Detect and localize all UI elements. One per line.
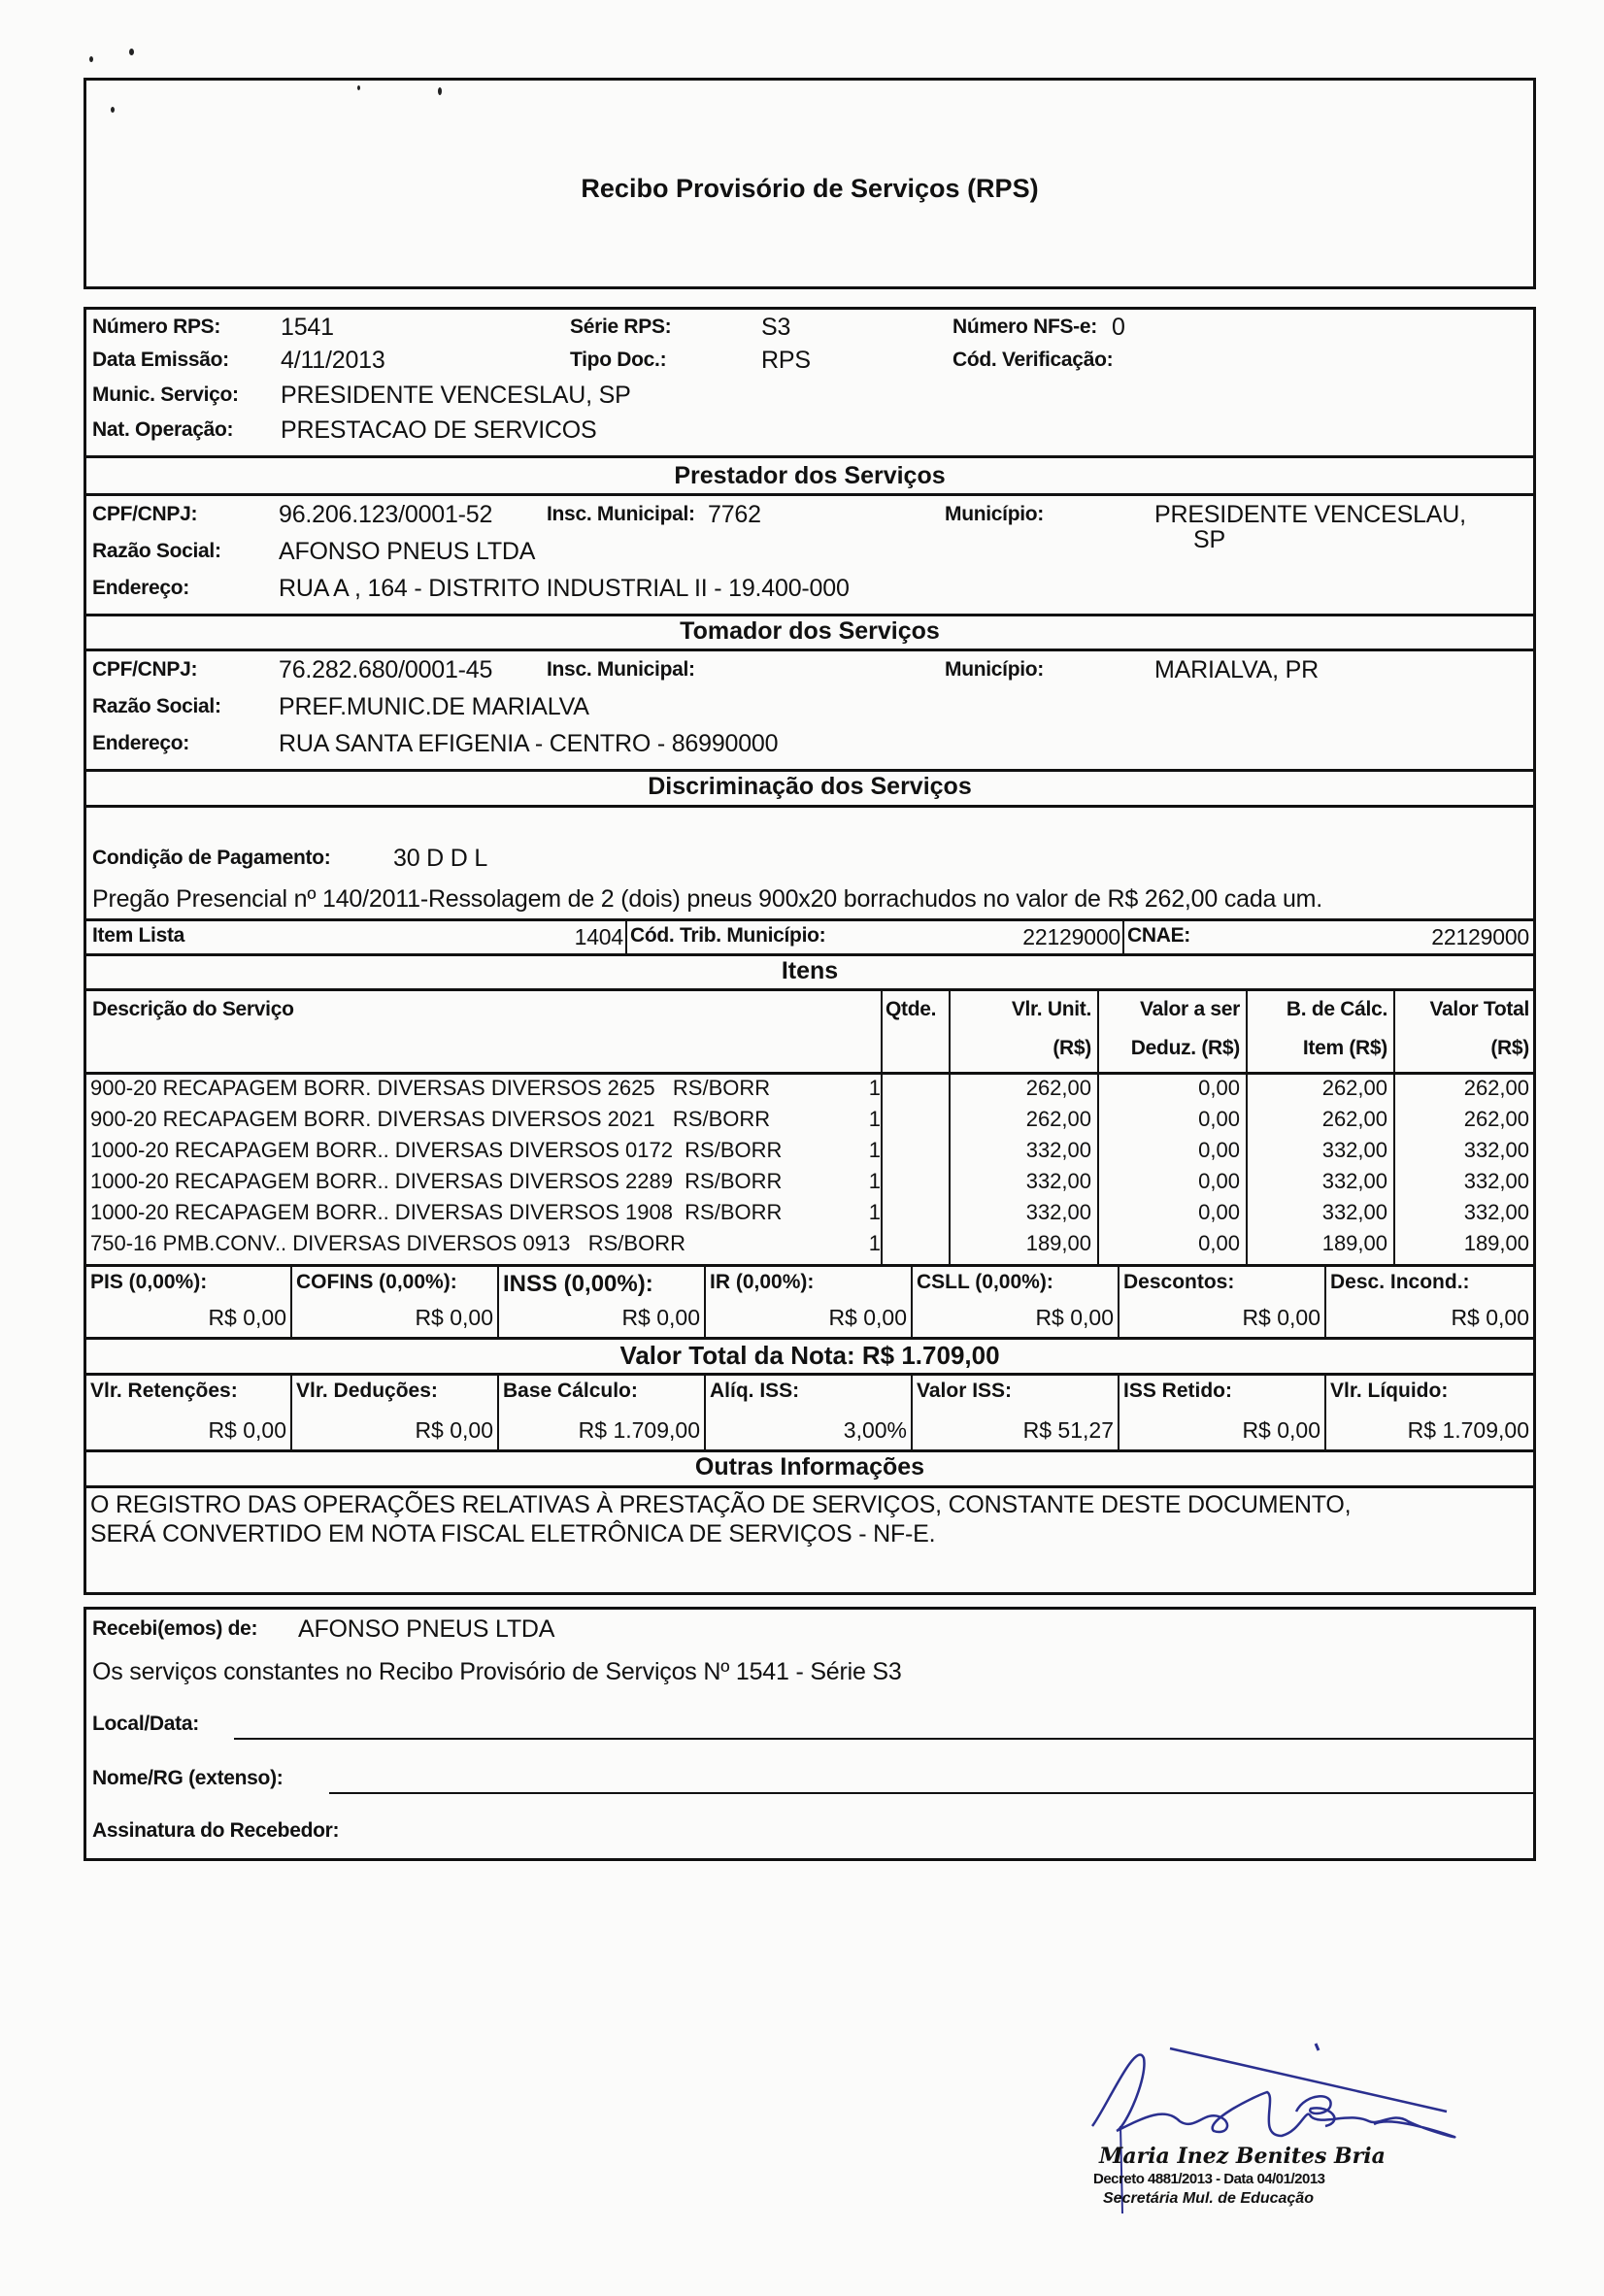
item-vlr-unit: 262,00 bbox=[1025, 1107, 1091, 1131]
prestador-razao-label: Razão Social: bbox=[92, 540, 221, 562]
munic-servico-label: Munic. Serviço: bbox=[92, 383, 239, 406]
col-base: B. de Cálc. bbox=[1286, 998, 1387, 1020]
item-base: 332,00 bbox=[1321, 1200, 1387, 1224]
table-row bbox=[86, 1105, 1533, 1136]
col-total: Valor Total bbox=[1429, 998, 1529, 1020]
item-descricao: 750-16 PMB.CONV.. DIVERSAS DIVERSOS 0913 RS/BORR bbox=[90, 1231, 685, 1255]
divider bbox=[881, 988, 883, 1072]
col-deduz-unit: Deduz. (R$) bbox=[1130, 1037, 1240, 1059]
prestador-razao-value: AFONSO PNEUS LTDA bbox=[279, 538, 536, 565]
col-descricao: Descrição do Serviço bbox=[92, 998, 294, 1020]
item-vlr-unit: 189,00 bbox=[1025, 1231, 1091, 1255]
item-base: 332,00 bbox=[1321, 1169, 1387, 1193]
tax-value: R$ 0,00 bbox=[828, 1305, 907, 1330]
tax-descontos bbox=[1119, 1267, 1326, 1337]
numero-rps-value: 1541 bbox=[281, 314, 334, 341]
item-lista-label: Item Lista bbox=[92, 924, 185, 947]
tax-desc-incond bbox=[1326, 1267, 1533, 1337]
rps-info-section bbox=[84, 307, 1536, 458]
item-deduz: 0,00 bbox=[1198, 1231, 1240, 1255]
tax-value: R$ 1.709,00 bbox=[1407, 1417, 1529, 1443]
tax-label: Descontos: bbox=[1123, 1271, 1235, 1293]
tomador-cnpj-value: 76.282.680/0001-45 bbox=[279, 656, 493, 683]
discriminacao-texto: Pregão Presencial nº 140/2011-Ressolagem de 2 (dois) pneus 900x20 borrachudos no valor de R$ 262,00 cada um. bbox=[92, 885, 1323, 913]
tax-label: Desc. Incond.: bbox=[1330, 1271, 1470, 1293]
tax-value: R$ 0,00 bbox=[415, 1417, 493, 1443]
main-invoice-body bbox=[84, 455, 1536, 1595]
tax-ir bbox=[706, 1267, 913, 1337]
tax-value: 3,00% bbox=[843, 1417, 907, 1443]
tomador-endereco-label: Endereço: bbox=[92, 732, 189, 754]
data-emissao-value: 4/11/2013 bbox=[281, 347, 385, 374]
tipo-doc-label: Tipo Doc.: bbox=[570, 349, 667, 371]
item-descricao: 1000-20 RECAPAGEM BORR.. DIVERSAS DIVERSOS 2289 RS/BORR bbox=[90, 1169, 783, 1193]
item-qtde: 1 bbox=[868, 1200, 881, 1224]
item-descricao: 1000-20 RECAPAGEM BORR.. DIVERSAS DIVERSOS 0172 RS/BORR bbox=[90, 1138, 783, 1162]
tax-value: R$ 0,00 bbox=[621, 1305, 700, 1330]
divider bbox=[625, 918, 627, 953]
item-qtde: 1 bbox=[868, 1138, 881, 1162]
prestador-municipio-value: PRESIDENTE VENCESLAU, bbox=[1154, 501, 1466, 528]
item-total: 332,00 bbox=[1463, 1169, 1529, 1193]
tax-label: INSS (0,00%): bbox=[503, 1271, 653, 1297]
divider bbox=[1246, 988, 1248, 1072]
prestador-cnpj-value: 96.206.123/0001-52 bbox=[279, 501, 493, 528]
item-total: 332,00 bbox=[1463, 1200, 1529, 1224]
cod-trib-label: Cód. Trib. Município: bbox=[630, 924, 826, 947]
stamp-cargo: Secretária Mul. de Educação bbox=[1103, 2190, 1314, 2207]
col-total-unit: (R$) bbox=[1490, 1037, 1529, 1059]
divider bbox=[86, 953, 1533, 956]
cnae-label: CNAE: bbox=[1127, 924, 1190, 947]
discriminacao-title: Discriminação dos Serviços bbox=[648, 773, 972, 800]
recibo-section bbox=[84, 1607, 1536, 1861]
tipo-doc-value: RPS bbox=[761, 347, 811, 374]
assinatura-label: Assinatura do Recebedor: bbox=[92, 1819, 340, 1842]
divider bbox=[86, 1337, 1533, 1340]
vlr-liquido bbox=[1326, 1376, 1533, 1449]
divider bbox=[86, 805, 1533, 808]
stamp-name: Maria Inez Benites Bria bbox=[1099, 2144, 1386, 2169]
munic-servico-value: PRESIDENTE VENCESLAU, SP bbox=[281, 382, 631, 409]
outras-informacoes-line2: SERÁ CONVERTIDO EM NOTA FISCAL ELETRÔNICA DE SERVIÇOS - NF-E. bbox=[90, 1520, 936, 1547]
item-descricao: 1000-20 RECAPAGEM BORR.. DIVERSAS DIVERSOS 1908 RS/BORR bbox=[90, 1200, 783, 1224]
divider bbox=[86, 649, 1533, 651]
tax-label: Alíq. ISS: bbox=[710, 1380, 800, 1402]
items-table-header bbox=[86, 988, 1533, 1072]
divider bbox=[1097, 988, 1099, 1072]
tax-label: IR (0,00%): bbox=[710, 1271, 815, 1293]
tomador-razao-label: Razão Social: bbox=[92, 695, 221, 717]
divider bbox=[1122, 918, 1124, 953]
divider bbox=[86, 1485, 1533, 1488]
tax-label: Valor ISS: bbox=[917, 1380, 1013, 1402]
item-total: 189,00 bbox=[1463, 1231, 1529, 1255]
item-vlr-unit: 332,00 bbox=[1025, 1138, 1091, 1162]
outras-informacoes-title: Outras Informações bbox=[694, 1453, 925, 1481]
local-data-field[interactable] bbox=[234, 1738, 1533, 1740]
document-header bbox=[84, 78, 1536, 289]
nome-rg-field[interactable] bbox=[329, 1792, 1533, 1794]
prestador-insc-value: 7762 bbox=[708, 501, 761, 528]
divider bbox=[86, 1449, 1533, 1452]
table-row bbox=[86, 1198, 1533, 1229]
tax-label: CSLL (0,00%): bbox=[917, 1271, 1053, 1293]
item-total: 262,00 bbox=[1463, 1076, 1529, 1100]
handwritten-signature-icon bbox=[1058, 2000, 1495, 2146]
nat-operacao-value: PRESTACAO DE SERVICOS bbox=[281, 416, 597, 444]
signature-stamp bbox=[1058, 2000, 1495, 2223]
item-vlr-unit: 332,00 bbox=[1025, 1200, 1091, 1224]
valor-iss bbox=[913, 1376, 1119, 1449]
item-vlr-unit: 332,00 bbox=[1025, 1169, 1091, 1193]
tax-value: R$ 0,00 bbox=[208, 1305, 286, 1330]
tributos-row bbox=[86, 1267, 1533, 1337]
prestador-title: Prestador dos Serviços bbox=[674, 462, 946, 489]
tax-value: R$ 0,00 bbox=[1242, 1417, 1320, 1443]
item-descricao: 900-20 RECAPAGEM BORR. DIVERSAS DIVERSOS 2021 RS/BORR bbox=[90, 1107, 771, 1131]
col-vlr-unit: Vlr. Unit. bbox=[1011, 998, 1091, 1020]
tax-csll bbox=[913, 1267, 1119, 1337]
tax-label: ISS Retido: bbox=[1123, 1380, 1233, 1402]
tax-pis bbox=[86, 1267, 292, 1337]
condicao-pagamento-value: 30 D D L bbox=[393, 845, 488, 872]
items-table-body bbox=[86, 1074, 1533, 1264]
nat-operacao-label: Nat. Operação: bbox=[92, 418, 234, 441]
tax-value: R$ 0,00 bbox=[1035, 1305, 1114, 1330]
tax-value: R$ 1.709,00 bbox=[578, 1417, 700, 1443]
item-base: 262,00 bbox=[1321, 1076, 1387, 1100]
aliq-iss bbox=[706, 1376, 913, 1449]
tax-value: R$ 0,00 bbox=[415, 1305, 493, 1330]
item-total: 332,00 bbox=[1463, 1138, 1529, 1162]
data-emissao-label: Data Emissão: bbox=[92, 349, 229, 371]
item-descricao: 900-20 RECAPAGEM BORR. DIVERSAS DIVERSOS 2625 RS/BORR bbox=[90, 1076, 771, 1100]
col-base-unit: Item (R$) bbox=[1302, 1037, 1387, 1059]
serie-rps-label: Série RPS: bbox=[570, 316, 672, 338]
item-deduz: 0,00 bbox=[1198, 1200, 1240, 1224]
tax-label: PIS (0,00%): bbox=[90, 1271, 208, 1293]
tax-label: Vlr. Retenções: bbox=[90, 1380, 238, 1402]
numero-rps-label: Número RPS: bbox=[92, 316, 221, 338]
valor-total-nota: Valor Total da Nota: R$ 1.709,00 bbox=[619, 1341, 1000, 1370]
col-vlr-unit-unit: (R$) bbox=[1053, 1037, 1091, 1059]
itens-title: Itens bbox=[781, 957, 839, 984]
vlr-retencoes bbox=[86, 1376, 292, 1449]
col-qtde: Qtde. bbox=[886, 998, 937, 1020]
item-lista-value: 1404 bbox=[574, 924, 623, 949]
cod-trib-value: 22129000 bbox=[1022, 924, 1120, 949]
divider bbox=[1393, 988, 1395, 1072]
item-qtde: 1 bbox=[868, 1169, 881, 1193]
item-qtde: 1 bbox=[868, 1076, 881, 1100]
divider bbox=[86, 493, 1533, 496]
recebi-label: Recebi(emos) de: bbox=[92, 1617, 258, 1640]
stamp-decreto: Decreto 4881/2013 - Data 04/01/2013 bbox=[1093, 2171, 1325, 2187]
tomador-razao-value: PREF.MUNIC.DE MARIALVA bbox=[279, 693, 589, 720]
tax-value: R$ 51,27 bbox=[1022, 1417, 1114, 1443]
prestador-municipio-overflow: SP bbox=[1193, 526, 1225, 553]
item-deduz: 0,00 bbox=[1198, 1138, 1240, 1162]
table-row bbox=[86, 1136, 1533, 1167]
scan-speck bbox=[129, 49, 134, 55]
item-base: 262,00 bbox=[1321, 1107, 1387, 1131]
numero-nfse-label: Número NFS-e: bbox=[952, 316, 1097, 338]
item-deduz: 0,00 bbox=[1198, 1169, 1240, 1193]
item-base: 332,00 bbox=[1321, 1138, 1387, 1162]
iss-retido bbox=[1119, 1376, 1326, 1449]
condicao-pagamento-label: Condição de Pagamento: bbox=[92, 847, 331, 869]
divider bbox=[949, 988, 951, 1072]
table-row bbox=[86, 1229, 1533, 1260]
item-deduz: 0,00 bbox=[1198, 1076, 1240, 1100]
cod-verificacao-label: Cód. Verificação: bbox=[952, 349, 1114, 371]
tax-cofins bbox=[292, 1267, 499, 1337]
item-qtde: 1 bbox=[868, 1231, 881, 1255]
tax-inss bbox=[499, 1267, 706, 1337]
table-row bbox=[86, 1167, 1533, 1198]
item-total: 262,00 bbox=[1463, 1107, 1529, 1131]
cnae-value: 22129000 bbox=[1431, 924, 1529, 949]
item-vlr-unit: 262,00 bbox=[1025, 1076, 1091, 1100]
serie-rps-value: S3 bbox=[761, 314, 791, 341]
nome-rg-label: Nome/RG (extenso): bbox=[92, 1767, 284, 1789]
item-qtde: 1 bbox=[868, 1107, 881, 1131]
prestador-municipio-label: Município: bbox=[945, 503, 1044, 525]
tomador-insc-label: Insc. Municipal: bbox=[547, 658, 695, 681]
tax-label: Vlr. Líquido: bbox=[1330, 1380, 1449, 1402]
tax-label: Vlr. Deduções: bbox=[296, 1380, 438, 1402]
local-data-label: Local/Data: bbox=[92, 1713, 199, 1735]
prestador-cnpj-label: CPF/CNPJ: bbox=[92, 503, 198, 525]
tomador-endereco-value: RUA SANTA EFIGENIA - CENTRO - 86990000 bbox=[279, 730, 779, 757]
document-title: Recibo Provisório de Serviços (RPS) bbox=[581, 174, 1039, 203]
prestador-endereco-value: RUA A , 164 - DISTRITO INDUSTRIAL II - 19.400-000 bbox=[279, 575, 850, 602]
col-deduz: Valor a ser bbox=[1140, 998, 1240, 1020]
numero-nfse-value: 0 bbox=[1112, 314, 1125, 341]
recebi-value: AFONSO PNEUS LTDA bbox=[298, 1615, 555, 1643]
retencoes-row bbox=[86, 1376, 1533, 1449]
codigos-row bbox=[86, 918, 1533, 953]
recibo-texto: Os serviços constantes no Recibo Provisório de Serviços Nº 1541 - Série S3 bbox=[92, 1658, 902, 1685]
tax-value: R$ 0,00 bbox=[1451, 1305, 1529, 1330]
tax-value: R$ 0,00 bbox=[1242, 1305, 1320, 1330]
outras-informacoes-line1: O REGISTRO DAS OPERAÇÕES RELATIVAS À PRESTAÇÃO DE SERVIÇOS, CONSTANTE DESTE DOCUMENTO, bbox=[90, 1491, 1352, 1518]
tax-label: COFINS (0,00%): bbox=[296, 1271, 457, 1293]
tomador-municipio-label: Município: bbox=[945, 658, 1044, 681]
prestador-insc-label: Insc. Municipal: bbox=[547, 503, 695, 525]
tomador-municipio-value: MARIALVA, PR bbox=[1154, 656, 1319, 683]
prestador-endereco-label: Endereço: bbox=[92, 577, 189, 599]
tomador-title: Tomador dos Serviços bbox=[680, 617, 940, 645]
base-calculo bbox=[499, 1376, 706, 1449]
item-deduz: 0,00 bbox=[1198, 1107, 1240, 1131]
tomador-cnpj-label: CPF/CNPJ: bbox=[92, 658, 198, 681]
divider bbox=[86, 614, 1533, 616]
divider bbox=[86, 769, 1533, 772]
item-base: 189,00 bbox=[1321, 1231, 1387, 1255]
scan-speck bbox=[89, 56, 93, 62]
tax-label: Base Cálculo: bbox=[503, 1380, 638, 1402]
tax-value: R$ 0,00 bbox=[208, 1417, 286, 1443]
table-row bbox=[86, 1074, 1533, 1105]
vlr-deducoes bbox=[292, 1376, 499, 1449]
